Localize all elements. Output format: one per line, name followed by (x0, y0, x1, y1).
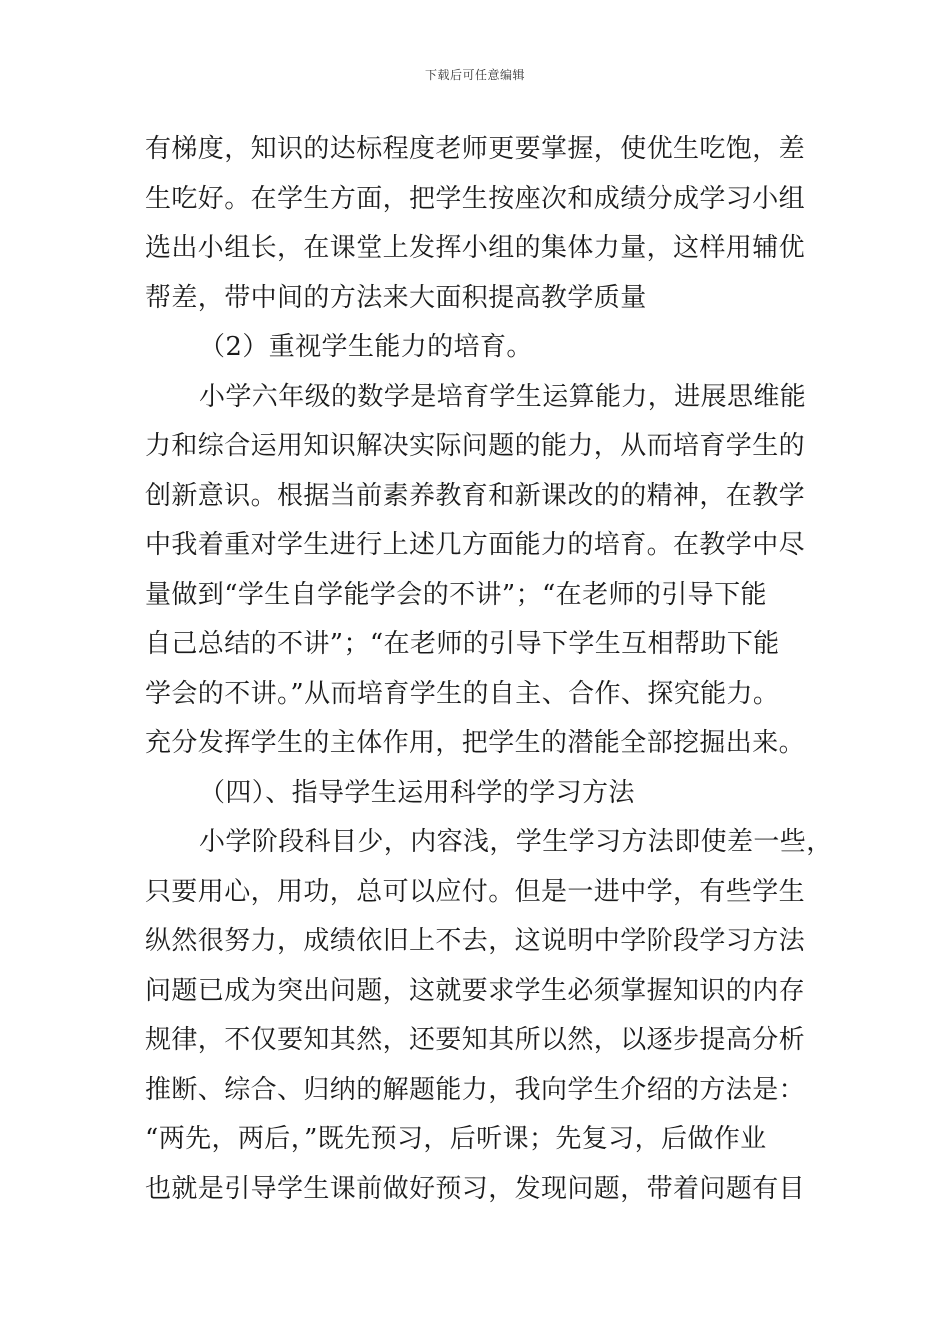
text-line: 充分发挥学生的主体作用，把学生的潜能全部挖掘出来。 (145, 728, 806, 758)
text-line: 量做到“学生自学能学会的不讲”；“在老师的引导下能 (145, 579, 767, 610)
text-line: 纵然很努力，成绩依旧上不去，这说明中学阶段学习方法 (145, 926, 806, 956)
page-header: 下载后可任意编辑 (424, 68, 525, 82)
text-line: 生吃好。在学生方面，把学生按座次和成绩分成学习小组 (145, 183, 806, 214)
text-line: 学会的不讲。”从而培育学生的自主、合作、探究能力。 (145, 678, 780, 709)
text-line: 中我着重对学生进行上述几方面能力的培育。在教学中尽 (145, 530, 806, 560)
section-heading: （2）重视学生能力的培育。 (199, 332, 533, 362)
text-line: 只要用心，用功，总可以应付。但是一进中学，有些学生 (145, 876, 806, 907)
text-line: 帮差，带中间的方法来大面积提高教学质量 (145, 282, 647, 313)
text-line: 自己总结的不讲”；“在老师的引导下学生互相帮助下能 (145, 629, 780, 659)
section-heading: （四）、指导学生运用科学的学习方法 (199, 777, 635, 808)
text-line: 选出小组长，在课堂上发挥小组的集体力量，这样用辅优 (145, 233, 806, 263)
text-line: 小学六年级的数学是培育学生运算能力，进展思维能 (199, 381, 807, 412)
text-line: 也就是引导学生课前做好预习，发现问题，带着问题有目 (145, 1173, 806, 1204)
text-line: 规律，不仅要知其然，还要知其所以然，以逐步提高分析 (145, 1025, 806, 1055)
text-line: 创新意识。根据当前素养教育和新课改的的精神，在教学 (145, 480, 806, 511)
document-body (145, 125, 833, 1214)
text-line: 推断、综合、归纳的解题能力，我向学生介绍的方法是： (145, 1074, 806, 1105)
text-line: 力和综合运用知识解决实际问题的能力，从而培育学生的 (145, 431, 806, 461)
text-line: 有梯度，知识的达标程度老师更要掌握，使优生吃饱，差 (145, 134, 806, 164)
text-line: 问题已成为突出问题，这就要求学生必须掌握知识的内存 (145, 975, 806, 1006)
text-line: 小学阶段科目少，内容浅，学生学习方法即使差一些， (199, 827, 833, 857)
text-line: “两先，两后，”既先预习，后听课；先复习，后做作业 (145, 1124, 767, 1154)
